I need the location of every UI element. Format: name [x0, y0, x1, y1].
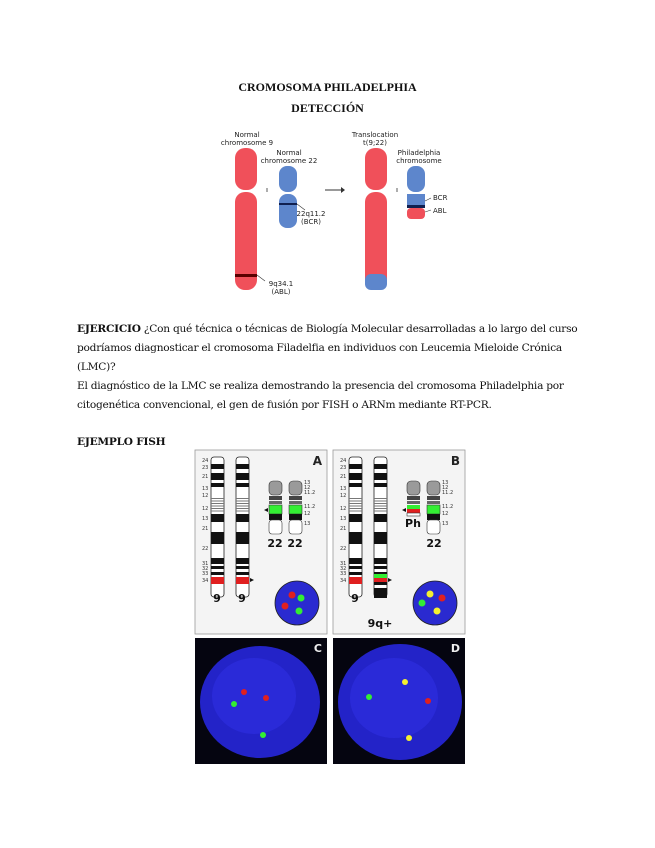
band-label-22: 13	[442, 480, 449, 486]
translocation-diagram	[205, 128, 475, 298]
derivative-chromosome-9	[365, 148, 387, 290]
label-normal-chr22: Normal chromosome 22	[260, 149, 318, 165]
band-label-22: 12	[304, 485, 311, 491]
panel-c-fish-image	[195, 638, 327, 764]
band-label: 12	[202, 493, 209, 499]
chromosome-ph	[407, 481, 420, 516]
chromosome-22-b	[427, 481, 440, 534]
band-label-22: 11.2	[442, 504, 454, 510]
normal-chromosome-22	[279, 166, 297, 228]
fish-figure	[194, 448, 466, 766]
band-label-22: 12	[442, 485, 449, 491]
exercise-question: ¿Con qué técnica o técnicas de Biología Molecular desarrolladas a lo largo del curso podríamos diagnosticar el cromosoma Filadelfia en individuos con Leucemia Mieloide Crónica (LMC)?	[77, 323, 578, 373]
interphase-nucleus-b	[413, 581, 457, 625]
band-label-22: 11.2	[304, 490, 316, 496]
band-label: 31	[340, 561, 347, 567]
label-22-a1: 22	[267, 537, 283, 550]
philadelphia-chromosome	[407, 166, 425, 219]
page-title: CROMOSOMA PHILADELPHIA	[238, 80, 417, 94]
band-label: 21	[202, 474, 209, 480]
page-subtitle: DETECCIÓN	[291, 101, 364, 115]
band-label: 13	[340, 516, 347, 522]
band-label: 32	[340, 566, 347, 572]
band-label-22: 11.2	[442, 490, 454, 496]
label-abl: ABL	[433, 207, 447, 215]
band-label: 12	[340, 493, 347, 499]
band-label: 12	[202, 506, 209, 512]
label-22-a2: 22	[287, 537, 303, 550]
chromosome-22-a1	[269, 481, 282, 534]
exercise-label: EJERCICIO	[77, 323, 141, 335]
band-label: 12	[340, 506, 347, 512]
band-label: 21	[202, 526, 209, 532]
chromosome-9-a1	[211, 457, 224, 597]
panel-b-letter: B	[450, 454, 460, 468]
panel-a-letter: A	[312, 454, 322, 468]
band-label-22: 13	[442, 521, 449, 527]
band-label-22: 13	[304, 480, 311, 486]
band-label: 13	[340, 486, 347, 492]
label-9q-plus: 9q+	[367, 617, 393, 630]
answer-paragraph: El diagnóstico de la LMC se realiza demostrando la presencia del cromosoma Philadelphia por citogenética convencional, el gen de fusión por FISH o ARNm mediante RT-PCR.	[77, 380, 564, 411]
arrow-right-icon	[325, 187, 345, 193]
chromosome-9-b	[349, 457, 362, 597]
label-22-b: 22	[426, 537, 442, 550]
band-label: 32	[202, 566, 209, 572]
chromosome-22-a2	[289, 481, 302, 534]
band-label: 31	[202, 561, 209, 567]
label-translocation: Translocation t(9;22)	[351, 131, 399, 147]
band-label: 23	[202, 465, 209, 471]
fish-heading: EJEMPLO FISH	[77, 436, 166, 448]
band-label: 21	[340, 526, 347, 532]
band-label: 24	[340, 458, 347, 464]
band-label: 24	[202, 458, 209, 464]
label-bcr: BCR	[433, 194, 448, 202]
band-label: 33	[202, 571, 209, 577]
band-label-22: 12	[304, 511, 311, 517]
chromosome-9-a2	[236, 457, 249, 597]
band-label: 22	[202, 546, 209, 552]
band-label: 13	[202, 486, 209, 492]
band-label: 13	[202, 516, 209, 522]
label-9-a1: 9	[213, 592, 221, 605]
band-label: 23	[340, 465, 347, 471]
panel-d-letter: D	[450, 642, 460, 655]
panel-d-fish-image	[333, 638, 465, 764]
chromosome-9q-plus	[374, 457, 387, 598]
panel-c-letter: C	[313, 642, 322, 655]
label-9-b: 9	[351, 592, 359, 605]
label-philadelphia: Philadelphia chromosome	[396, 149, 442, 165]
interphase-nucleus-a	[275, 581, 319, 625]
label-bcr-locus: 22q11.2 (BCR)	[296, 210, 326, 226]
band-label: 22	[340, 546, 347, 552]
band-label-22: 13	[304, 521, 311, 527]
exercise-paragraph	[77, 320, 597, 377]
normal-chromosome-9	[235, 148, 257, 290]
panel-a	[195, 450, 327, 634]
band-label: 21	[340, 474, 347, 480]
label-ph: Ph	[405, 517, 421, 530]
panel-b	[333, 450, 465, 634]
band-label: 34	[340, 578, 347, 584]
label-9-a2: 9	[238, 592, 246, 605]
label-normal-chr9: Normal chromosome 9	[220, 131, 274, 147]
band-label-22: 11.2	[304, 504, 316, 510]
band-label: 34	[202, 578, 209, 584]
label-abl-locus: 9q34.1 (ABL)	[268, 280, 294, 296]
band-label: 33	[340, 571, 347, 577]
band-label-22: 12	[442, 511, 449, 517]
